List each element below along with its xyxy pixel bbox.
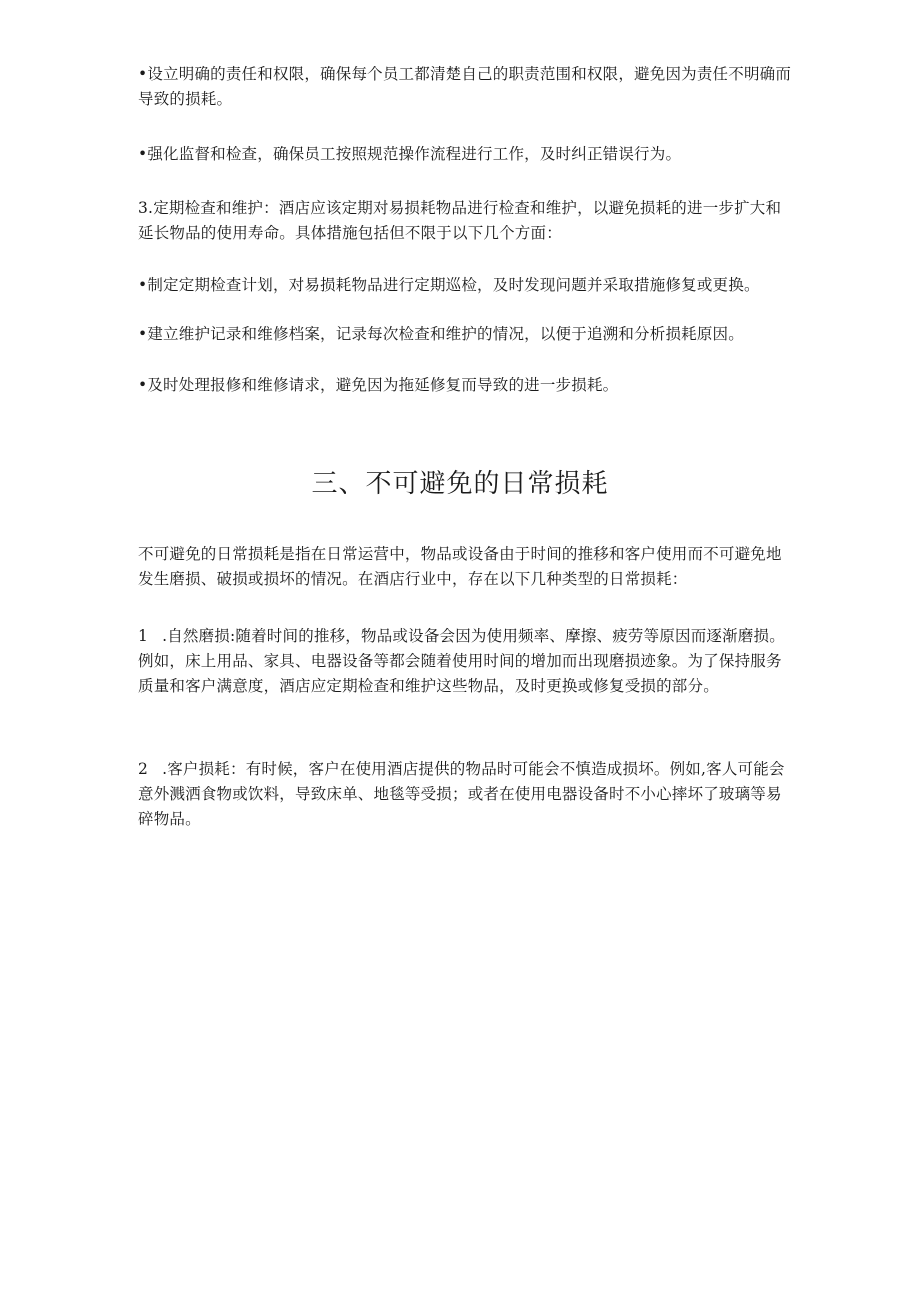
item-number: 1	[138, 627, 149, 645]
intro-paragraph: 不可避免的日常损耗是指在日常运营中，物品或设备由于时间的推移和客户使用而不可避免地发生磨损、破损或损坏的情况。在酒店行业中，存在以下几种类型的日常损耗：	[138, 545, 782, 588]
bullet-responsibility: •设立明确的责任和权限，确保每个员工都清楚自己的职责范围和权限，避免因为责任不明确而导致的损耗。	[138, 65, 792, 108]
item-text: .自然磨损:随着时间的推移，物品或设备会因为使用频率、摩擦、疲劳等原因而逐渐磨损。例如，床上用品、家具、电器设备等都会随着使用时间的增加而出现磨损迹象。为了保持服务质量和客户满意度，酒店应定期检查和维护这些物品，及时更换或修复受损的部分。	[138, 627, 785, 695]
section-heading: 三、不可避免的日常损耗	[311, 469, 609, 499]
bullet-maintenance-records: •建立维护记录和维修档案，记录每次检查和维护的情况，以便于追溯和分析损耗原因。	[138, 325, 744, 343]
item-natural-wear	[138, 624, 793, 699]
section-3-text: 定期检查和维护：酒店应该定期对易损耗物品进行检查和维护，以避免损耗的进一步扩大和延长物品的使用寿命。具体措施包括但不限于以下几个方面：	[138, 199, 782, 242]
item-text: .客户损耗：有时候，客户在使用酒店提供的物品时可能会不慎造成损坏。例如,客人可能会意外溅洒食物或饮料，导致床单、地毯等受损；或者在使用电器设备时不小心摔坏了玻璃等易碎物品。	[138, 760, 785, 828]
section-3-paragraph	[138, 196, 793, 246]
item-number: 2	[138, 760, 149, 778]
bullet-repair-requests: •及时处理报修和维修请求，避免因为拖延修复而导致的进一步损耗。	[138, 376, 619, 394]
item-customer-damage	[138, 757, 793, 832]
section-3-number: 3.	[138, 199, 154, 217]
bullet-inspection-plan: •制定定期检查计划，对易损耗物品进行定期巡检，及时发现问题并采取措施修复或更换。	[138, 276, 760, 294]
bullet-supervision: •强化监督和检查，确保员工按照规范操作流程进行工作，及时纠正错误行为。	[138, 145, 682, 163]
